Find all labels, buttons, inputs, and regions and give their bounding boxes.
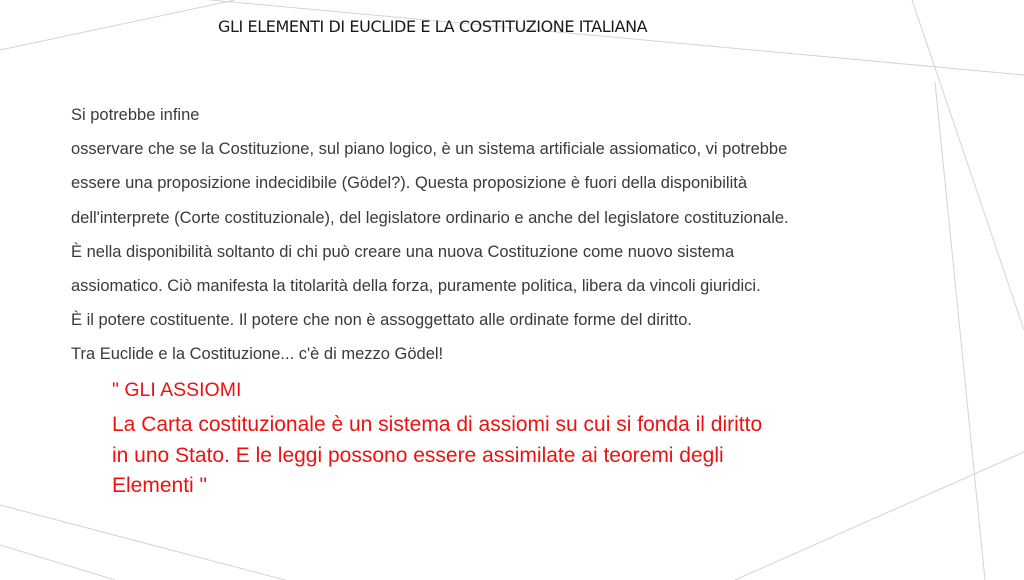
body-line: È nella disponibilità soltanto di chi può creare una nuova Costituzione come nuovo sistema (71, 242, 735, 261)
decor-line (210, 0, 1024, 75)
decor-line (0, 505, 285, 580)
body-line: osservare che se la Costituzione, sul piano logico, è un sistema artificiale assiomatico, vi potrebbe (71, 140, 788, 159)
body-line: essere una proposizione indecidibile (Gödel?). Questa proposizione è fuori della disponibilità (71, 174, 747, 193)
slide-title: GLI ELEMENTI DI EUCLIDE E LA COSTITUZIONE ITALIANA (218, 17, 648, 36)
decor-line (0, 0, 235, 50)
body-line: È il potere costituente. Il potere che non è assoggettato alle ordinate forme del diritto. (71, 311, 692, 330)
body-line: Si potrebbe infine (71, 106, 200, 124)
body-line: assiomatico. Ciò manifesta la titolarità della forza, puramente politica, libera da vincoli giuridici. (71, 276, 761, 295)
quote-heading: " GLI ASSIOMI (112, 379, 242, 401)
quote-line: Elementi " (112, 474, 207, 497)
quote-block (112, 374, 992, 502)
quote-line: in uno Stato. E le leggi possono essere assimilate ai teoremi degli (112, 443, 724, 467)
body-text (71, 98, 951, 372)
body-line: Tra Euclide e la Costituzione... c'è di mezzo Gödel! (71, 345, 444, 364)
body-line: dell'interprete (Corte costituzionale), del legislatore ordinario e anche del legislatore costituzionale. (71, 208, 789, 227)
decor-line (0, 545, 115, 580)
quote-line: La Carta costituzionale è un sistema di assiomi su cui si fonda il diritto (112, 413, 763, 436)
